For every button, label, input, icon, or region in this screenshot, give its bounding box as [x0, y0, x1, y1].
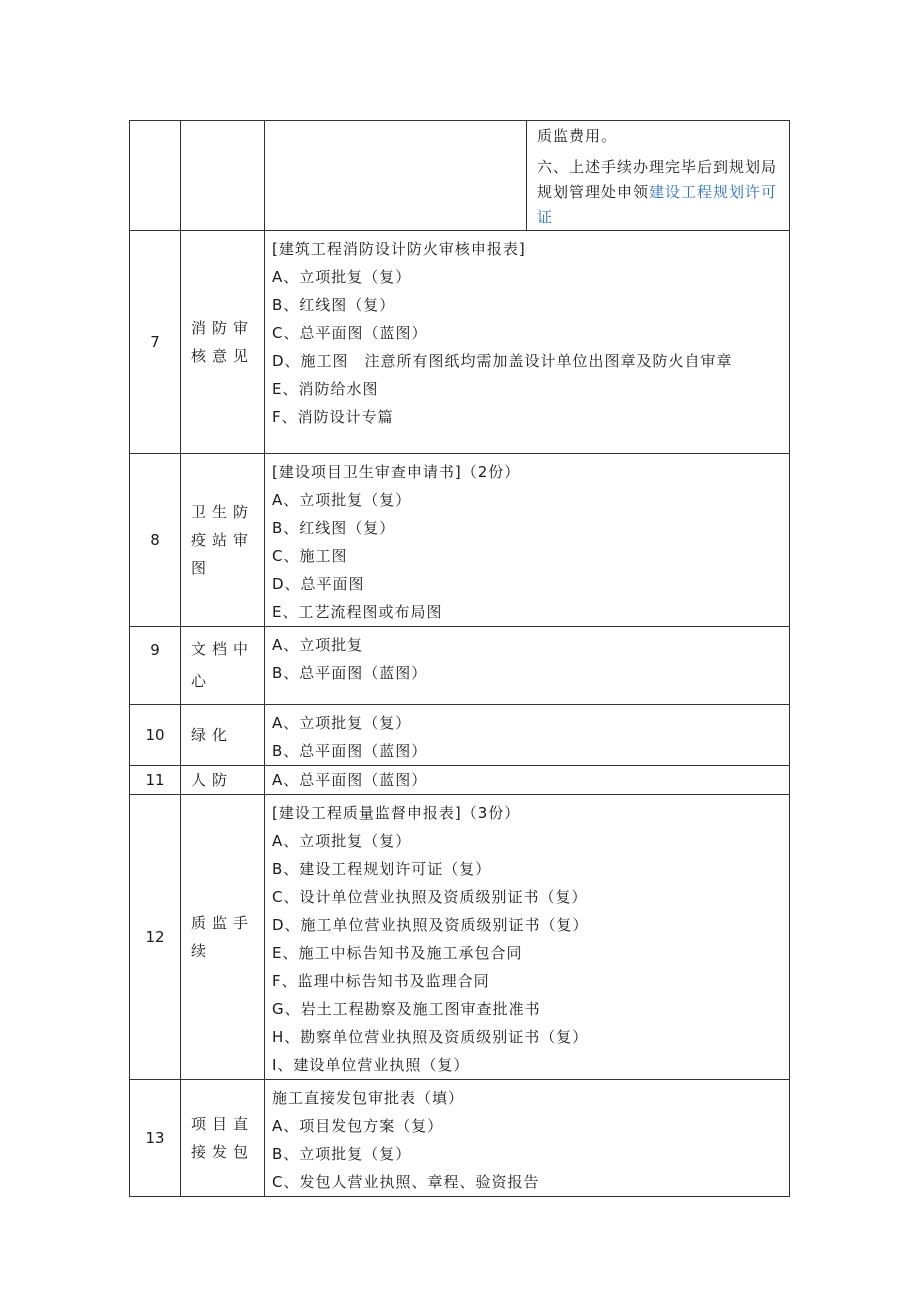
- table-row: [130, 454, 790, 627]
- document-item: [建设工程质量监督申报表]（3份）: [272, 804, 521, 822]
- document-item: [建设项目卫生审查申请书]（2份）: [272, 463, 521, 481]
- row-number: 13: [130, 1080, 181, 1197]
- document-item: A、总平面图（蓝图）: [272, 771, 428, 789]
- table-row: [130, 231, 790, 454]
- department-name: 文档中心: [181, 627, 265, 705]
- required-documents: [265, 795, 790, 1080]
- row-number: 8: [130, 454, 181, 627]
- table-row-continuation: [130, 121, 790, 231]
- required-documents: [265, 766, 790, 795]
- table-row: [130, 1080, 790, 1197]
- row-number: 7: [130, 231, 181, 454]
- document-item: A、立项批复（复）: [272, 714, 412, 732]
- department-name: 消防审核意见: [181, 231, 265, 454]
- document-item: 施工直接发包审批表（填）: [272, 1089, 465, 1107]
- document-item: B、红线图（复）: [272, 519, 396, 537]
- document-item: C、施工图: [272, 547, 348, 565]
- document-item: C、总平面图（蓝图）: [272, 324, 428, 342]
- note-text: [527, 121, 789, 230]
- required-documents: [265, 454, 790, 627]
- required-documents: [265, 705, 790, 766]
- note-line: 质监费用。: [537, 127, 618, 145]
- document-item: C、设计单位营业执照及资质级别证书（复）: [272, 888, 588, 906]
- required-documents: [265, 231, 790, 454]
- row-number: 10: [130, 705, 181, 766]
- document-item: B、总平面图（蓝图）: [272, 664, 428, 682]
- table-row: [130, 705, 790, 766]
- document-item: B、红线图（复）: [272, 296, 396, 314]
- document-item: F、消防设计专篇: [272, 408, 394, 426]
- row-number: 11: [130, 766, 181, 795]
- document-item: I、建设单位营业执照（复）: [272, 1056, 470, 1074]
- note-line: 六、上述手续办理完毕后到规划局规划管理处申领建设工程规划许可证: [537, 158, 778, 226]
- row-number: 12: [130, 795, 181, 1080]
- document-item: G、岩土工程勘察及施工图审查批准书: [272, 1000, 541, 1018]
- department-name: 项目直接发包: [181, 1080, 265, 1197]
- document-item: B、立项批复（复）: [272, 1145, 412, 1163]
- requirements-table: [129, 120, 790, 1197]
- row-number: 9: [130, 627, 181, 705]
- document-item: B、总平面图（蓝图）: [272, 742, 428, 760]
- required-documents: [265, 627, 790, 705]
- document-item: A、立项批复（复）: [272, 491, 412, 509]
- document-item: B、建设工程规划许可证（复）: [272, 860, 492, 878]
- table-row: [130, 795, 790, 1080]
- table-row: [130, 627, 790, 705]
- document-item: A、立项批复（复）: [272, 268, 412, 286]
- table-row: [130, 766, 790, 795]
- document-item: A、立项批复（复）: [272, 832, 412, 850]
- department-name: 卫生防疫站审图: [181, 454, 265, 627]
- department-name: 人防: [181, 766, 265, 795]
- items-cell: [265, 121, 527, 231]
- num-cell: [130, 121, 181, 231]
- document-item: A、立项批复: [272, 636, 364, 654]
- note-cell: [527, 121, 790, 231]
- document-item: C、发包人营业执照、章程、验资报告: [272, 1173, 540, 1191]
- document-item: D、施工单位营业执照及资质级别证书（复）: [272, 916, 589, 934]
- document-item: F、监理中标告知书及监理合同: [272, 972, 490, 990]
- document-item: E、工艺流程图或布局图: [272, 603, 443, 621]
- document-item: [建筑工程消防设计防火审核申报表]: [272, 240, 526, 258]
- department-name: 质监手续: [181, 795, 265, 1080]
- document-item: E、施工中标告知书及施工承包合同: [272, 944, 523, 962]
- document-item: A、项目发包方案（复）: [272, 1117, 444, 1135]
- required-documents: [265, 1080, 790, 1197]
- permit-link[interactable]: 建设工程规划许可证: [537, 183, 778, 226]
- document-item: H、勘察单位营业执照及资质级别证书（复）: [272, 1028, 589, 1046]
- document-item: D、施工图 注意所有图纸均需加盖设计单位出图章及防火自审章: [272, 352, 733, 370]
- dept-cell: [181, 121, 265, 231]
- department-name: 绿化: [181, 705, 265, 766]
- document-item: D、总平面图: [272, 575, 365, 593]
- document-item: E、消防给水图: [272, 380, 379, 398]
